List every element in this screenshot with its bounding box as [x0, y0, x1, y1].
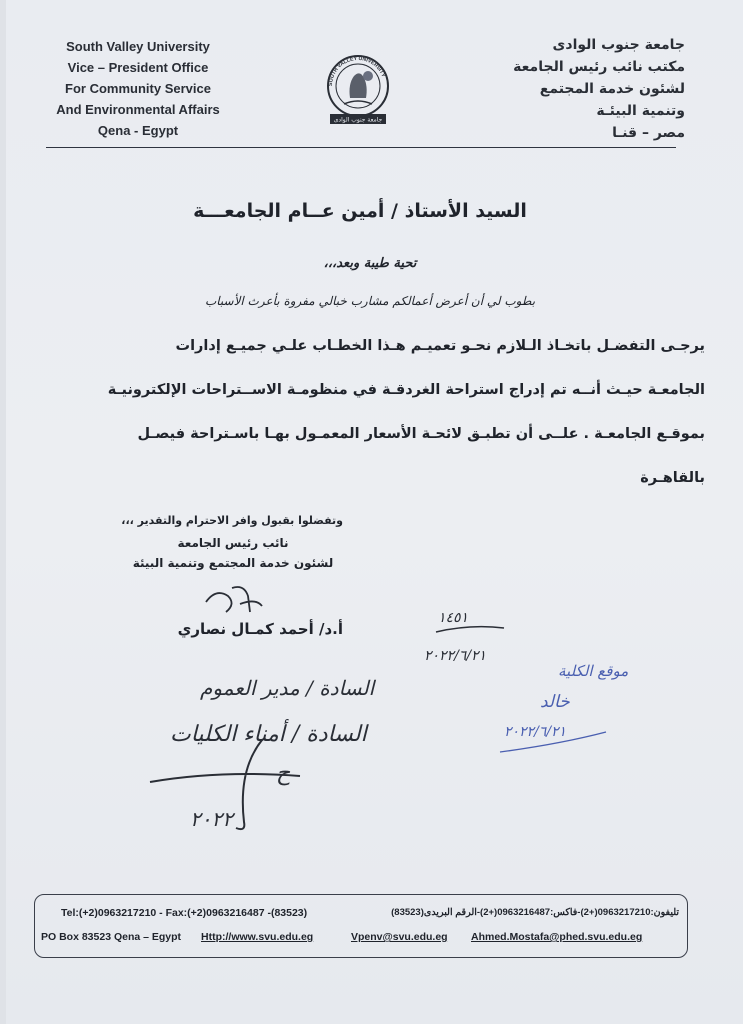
body-line: بالقاهـرة [640, 470, 705, 486]
letterhead-en-line: Vice – President Office [67, 60, 209, 75]
register-underline [436, 627, 504, 632]
letterhead-ar-line: لشئون خدمة المجتمع [539, 81, 685, 97]
signature-scribble [206, 587, 262, 612]
register-date: ٢٠٢٢/٦/٢١ [424, 648, 487, 664]
blue-note-date: ٢٠٢٢/٦/٢١ [504, 724, 567, 740]
letterhead-en-line: Qena - Egypt [97, 123, 179, 138]
letterhead-ar-line: وتنمية البيئـة [596, 103, 685, 119]
body-line: بموقـع الجامعـة . علــى أن تطبـق لائحـة الأسعار المعمـول بهـا باسـتراحة فيصـل [137, 426, 705, 442]
signature-date: ٢٠٢٢ [190, 807, 233, 831]
letterhead-ar-line: مصر – قنـا [612, 125, 685, 141]
letterhead-en-line: South Valley University [66, 39, 210, 54]
body-line: الجامعـة حيـث أنــه تم إدراج استراحة الغردقـة في منظومـة الاســتراحات الإلكترونيـة [107, 382, 705, 398]
footer-phone-ar: تليفون:0963217210(+2)-فاكس:0963216487(+2)-الرقم البريدى(83523) [391, 907, 679, 918]
letterhead-en-line: And Environmental Affairs [56, 102, 220, 117]
signature-mark: ح [276, 761, 291, 786]
handwritten-note-1: السادة / مدير العموم [200, 676, 375, 700]
body-line: يرجـى التفضـل باتخـاذ الـلازم نحـو تعميـم هـذا الخطـاب علـي جميـع إدارات [175, 338, 705, 354]
header-divider [46, 147, 676, 148]
footer-email-link[interactable]: Vpenv@svu.edu.eg [351, 931, 448, 943]
greeting: تحية طيبة وبعد،،، [323, 256, 417, 271]
footer-website-link[interactable]: Http://www.svu.edu.eg [201, 931, 314, 943]
register-number: ١٤٥١ [438, 610, 469, 626]
blue-note-1: موقع الكلية [558, 662, 629, 680]
footer-email-link[interactable]: Ahmed.Mostafa@phed.svu.edu.eg [471, 931, 643, 943]
english-letterhead [38, 36, 238, 141]
handwritten-note-2: السادة / أمناء الكليات [170, 722, 367, 747]
scan-edge [0, 0, 6, 1024]
letterhead-ar-line: مكتب نائب رئيس الجامعة [513, 59, 685, 75]
addressee: السيد الأستاذ / أمين عــام الجامعـــة [193, 200, 527, 222]
closing-line: وتفضلوا بقبول وافر الاحترام والتقدير ،،، [121, 514, 343, 527]
signature-name: أ.د/ أحمد كمـال نصاري [177, 620, 343, 638]
signature-title: لشئون خدمة المجتمع وتنمية البيئة [132, 556, 334, 570]
university-logo [322, 48, 394, 128]
signature-stroke [150, 740, 300, 829]
signature-title: نائب رئيس الجامعة [177, 536, 289, 550]
footer-pobox: PO Box 83523 Qena – Egypt [41, 931, 182, 943]
footer-phone-en: Tel:(+2)0963217210 - Fax:(+2)0963216487 -(83523) [61, 907, 308, 919]
letterhead-en-line: For Community Service [65, 81, 211, 96]
logo-ring-text: SOUTH VALLEY UNIVERSITY [327, 55, 387, 87]
quote-line: بطوب لي أن أعرض أعمالكم مشارب خبالي مفروة بأعرث الأسباب [204, 294, 536, 308]
blue-note-2: خالد [540, 692, 570, 712]
arabic-letterhead [485, 34, 685, 144]
logo-banner-text: جامعة جنوب الوادى [333, 116, 383, 124]
footer-box [34, 894, 688, 958]
letterhead-ar-line: جامعة جنوب الوادى [552, 37, 685, 53]
